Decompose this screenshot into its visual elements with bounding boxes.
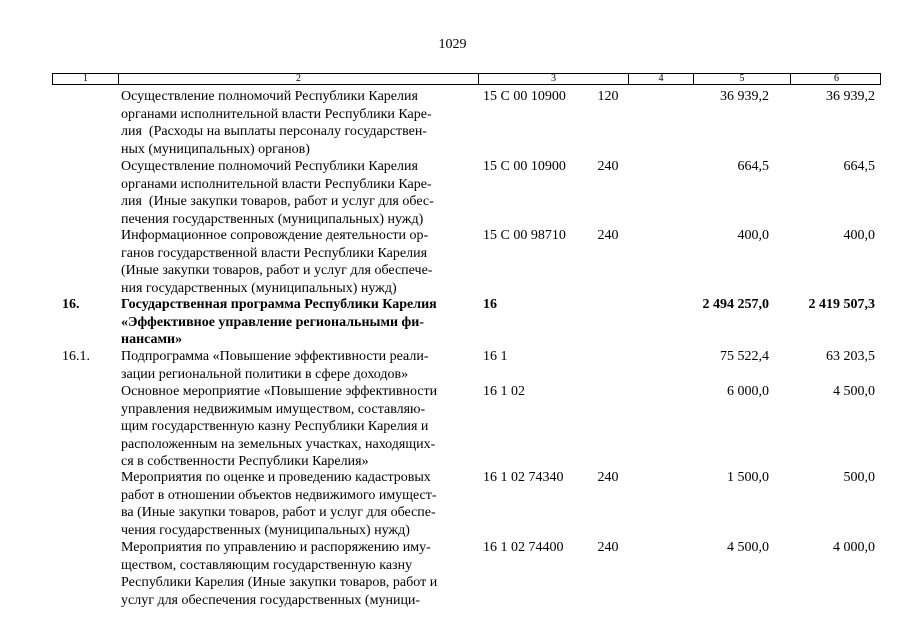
row-code: 15 С 00 10900 — [483, 159, 566, 174]
row-description-line: щим государственную казну Республики Карелия и — [121, 419, 429, 434]
row-description-line: ва (Иные закупки товаров, работ и услуг для обеспе- — [121, 505, 436, 520]
row-description-line: Подпрограмма «Повышение эффективности реали- — [121, 349, 429, 364]
row-code: 15 С 00 10900 — [483, 89, 566, 104]
row-amount-2: 400,0 — [843, 228, 875, 243]
page-number: 1029 — [438, 37, 467, 52]
row-description-line: услуг для обеспечения государственных (муници- — [121, 592, 421, 608]
table-header — [52, 73, 881, 85]
row-amount-1: 36 939,2 — [720, 89, 769, 104]
row-description-line: ных (муниципальных) органов) — [121, 141, 310, 157]
row-description-line: лия (Иные закупки товаров, работ и услуг для обес- — [121, 194, 434, 209]
row-amount-1: 2 494 257,0 — [702, 297, 769, 312]
row-code: 16 1 02 74340 — [483, 470, 564, 485]
row-number: 16.1. — [62, 349, 90, 364]
row-description-line: ся в собственности Республики Карелия» — [121, 454, 369, 469]
row-amount-1: 1 500,0 — [727, 470, 769, 485]
row-description-line: Мероприятия по управлению и распоряжению иму- — [121, 540, 431, 555]
row-description-line: органами исполнительной власти Республики Каре- — [121, 106, 432, 122]
row-amount-1: 75 522,4 — [720, 349, 769, 364]
row-expense-type: 240 — [597, 540, 619, 555]
header-col-6: 6 — [834, 73, 839, 84]
row-description-line: Мероприятия по оценке и проведению кадастровых — [121, 470, 431, 485]
header-col-4: 4 — [629, 74, 694, 84]
row-description-line: зации региональной политики в сфере доходов» — [121, 366, 409, 382]
row-amount-1: 400,0 — [737, 228, 769, 243]
row-description-line: (Иные закупки товаров, работ и услуг для обеспече- — [121, 263, 433, 278]
header-col-3: 3 — [479, 74, 629, 84]
row-description-line: управления недвижимым имуществом, составляю- — [121, 401, 426, 417]
row-code: 16 1 02 74400 — [483, 540, 564, 555]
row-code: 15 С 00 98710 — [483, 228, 566, 243]
row-amount-1: 4 500,0 — [727, 540, 769, 555]
row-expense-type: 240 — [597, 228, 619, 243]
row-amount-2: 664,5 — [843, 159, 875, 174]
row-amount-1: 664,5 — [737, 159, 769, 174]
row-description-line: чения государственных (муниципальных) нужд) — [121, 522, 410, 538]
row-code: 16 — [483, 297, 497, 312]
row-description-line: расположенным на земельных участках, находящих- — [121, 436, 436, 452]
row-amount-2: 2 419 507,3 — [808, 297, 875, 312]
row-description-line: ния государственных (муниципальных) нужд) — [121, 280, 397, 296]
row-expense-type: 240 — [597, 159, 619, 174]
row-description-line: ганов государственной власти Республики Карелия — [121, 245, 428, 261]
row-expense-type: 120 — [597, 89, 619, 104]
row-description-line: печения государственных (муниципальных) нужд) — [121, 211, 424, 227]
row-description-line: Республики Карелия (Иные закупки товаров, работ и — [121, 575, 438, 590]
row-description-line: работ в отношении объектов недвижимого имущест- — [121, 487, 437, 503]
row-description-line: Информационное сопровождение деятельности ор- — [121, 228, 429, 243]
row-description-line: Осуществление полномочий Республики Карелия — [121, 159, 418, 174]
row-amount-2: 4 500,0 — [833, 384, 875, 399]
row-number: 16. — [62, 297, 80, 312]
row-description-line: Основное мероприятие «Повышение эффективности — [121, 384, 438, 399]
row-amount-2: 63 203,5 — [826, 349, 875, 364]
row-description-line: лия (Расходы на выплаты персоналу государствен- — [121, 124, 427, 139]
row-description-line: «Эффективное управление региональными фи- — [121, 314, 424, 330]
row-amount-2: 4 000,0 — [833, 540, 875, 555]
row-description-line: нансами» — [121, 332, 183, 347]
row-description-line: органами исполнительной власти Республики Каре- — [121, 176, 432, 192]
header-col-1: 1 — [53, 74, 119, 84]
row-code: 16 1 02 — [483, 384, 525, 399]
row-description-line: Государственная программа Республики Карелия — [121, 297, 437, 312]
row-amount-1: 6 000,0 — [727, 384, 769, 399]
row-expense-type: 240 — [597, 470, 619, 485]
row-amount-2: 500,0 — [843, 470, 875, 485]
row-description-line: ществом, составляющим государственную казну — [121, 557, 413, 573]
row-code: 16 1 — [483, 349, 508, 364]
row-amount-2: 36 939,2 — [826, 89, 875, 104]
row-description-line: Осуществление полномочий Республики Карелия — [121, 89, 418, 104]
header-col-5: 5 — [694, 74, 791, 84]
header-col-2: 2 — [119, 74, 479, 84]
